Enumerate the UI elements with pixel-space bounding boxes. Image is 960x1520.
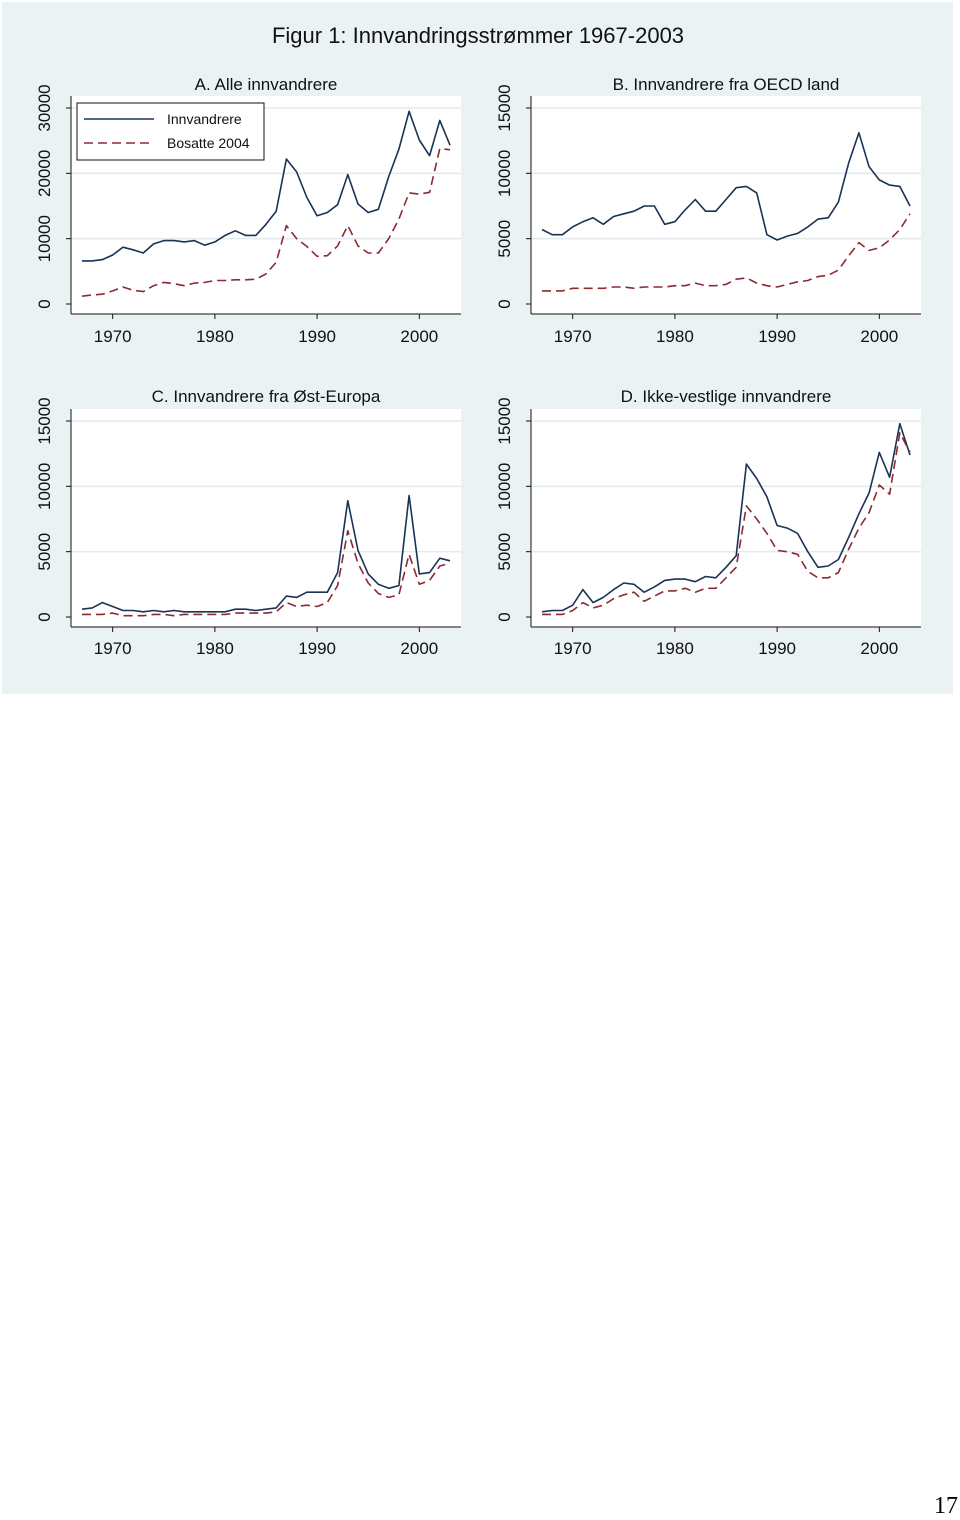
y-tick-label: 0 <box>495 299 514 309</box>
y-tick-label: 0 <box>495 612 514 622</box>
x-tick-label: 1970 <box>93 639 132 658</box>
panel-title: D. Ikke-vestlige innvandrere <box>620 387 832 406</box>
x-tick-label: 1980 <box>195 639 234 658</box>
legend-label-innvandrere: Innvandrere <box>167 111 242 127</box>
y-tick-label: 15000 <box>35 397 54 445</box>
x-tick-label: 2000 <box>860 639 899 658</box>
figure-canvas <box>2 2 953 694</box>
x-tick-label: 1990 <box>298 639 337 658</box>
panel-title: C. Innvandrere fra Øst-Europa <box>151 387 381 406</box>
figure <box>2 2 953 694</box>
y-tick-label: 10000 <box>495 149 514 197</box>
y-tick-label: 15000 <box>495 84 514 132</box>
y-tick-label: 20000 <box>35 149 54 197</box>
page-number: 17 <box>934 1493 958 1519</box>
y-tick-label: 0 <box>35 612 54 622</box>
panel-d <box>495 387 921 658</box>
x-tick-label: 2000 <box>860 327 899 346</box>
x-tick-label: 2000 <box>400 639 439 658</box>
panel-title: B. Innvandrere fra OECD land <box>612 75 840 94</box>
x-tick-label: 1990 <box>758 639 797 658</box>
figure-title: Figur 1: Innvandringsstrømmer 1967-2003 <box>271 23 685 48</box>
y-tick-label: 5000 <box>35 532 54 571</box>
x-tick-label: 1980 <box>655 327 694 346</box>
x-tick-label: 1970 <box>553 327 592 346</box>
panel-b <box>495 75 921 346</box>
panel-title: A. Alle innvandrere <box>194 75 338 94</box>
y-tick-label: 30000 <box>35 84 54 132</box>
x-tick-label: 1980 <box>655 639 694 658</box>
y-tick-label: 15000 <box>495 397 514 445</box>
plot-area <box>531 96 921 314</box>
x-tick-label: 1990 <box>298 327 337 346</box>
x-tick-label: 1970 <box>553 639 592 658</box>
panel-a <box>35 75 461 346</box>
legend <box>77 103 264 160</box>
panel-c <box>35 387 461 658</box>
y-tick-label: 10000 <box>35 462 54 510</box>
plot-area <box>71 409 461 627</box>
x-tick-label: 2000 <box>400 327 439 346</box>
legend-label-bosatte: Bosatte 2004 <box>167 135 250 151</box>
x-tick-label: 1990 <box>758 327 797 346</box>
y-tick-label: 5000 <box>495 219 514 258</box>
x-tick-label: 1970 <box>93 327 132 346</box>
plot-area <box>531 409 921 627</box>
y-tick-label: 10000 <box>35 215 54 263</box>
y-tick-label: 5000 <box>495 532 514 571</box>
y-tick-label: 10000 <box>495 462 514 510</box>
x-tick-label: 1980 <box>195 327 234 346</box>
y-tick-label: 0 <box>35 299 54 309</box>
